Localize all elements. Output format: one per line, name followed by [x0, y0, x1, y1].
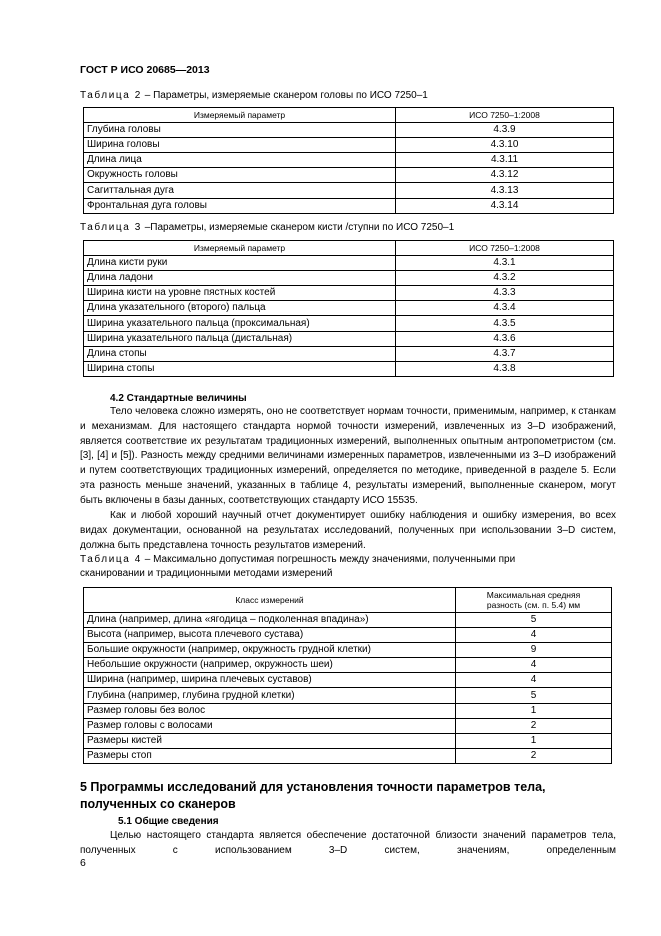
table-cell-value: 1	[456, 703, 612, 718]
table2-col-header-parameter: Измеряемый параметр	[84, 108, 396, 123]
table-cell-value: 4.3.14	[396, 198, 614, 213]
table3-col-header-parameter: Измеряемый параметр	[84, 241, 396, 256]
table-row	[84, 748, 612, 763]
table3-caption	[80, 222, 454, 233]
table2	[83, 107, 614, 214]
table-cell-value: 4.3.10	[396, 138, 614, 153]
table-row	[84, 688, 612, 703]
table-row	[84, 301, 614, 316]
table4-col-header-max-diff	[456, 588, 612, 613]
table-cell-value: 4	[456, 673, 612, 688]
table-row	[84, 331, 614, 346]
table-cell-parameter: Небольшие окружности (например, окружность шеи)	[84, 658, 456, 673]
table-cell-value: 4	[456, 628, 612, 643]
table-cell-parameter: Размеры кистей	[84, 733, 456, 748]
table-row	[84, 703, 612, 718]
table-cell-parameter: Длина указательного (второго) пальца	[84, 301, 396, 316]
table4-header-row	[84, 588, 612, 613]
table-cell-value: 4.3.9	[396, 123, 614, 138]
table-cell-parameter: Размер головы с волосами	[84, 718, 456, 733]
table-cell-parameter: Размер головы без волос	[84, 703, 456, 718]
table-row	[84, 153, 614, 168]
table-cell-value: 4.3.7	[396, 346, 614, 361]
table-cell-value: 2	[456, 718, 612, 733]
table-cell-parameter: Длина стопы	[84, 346, 396, 361]
table-cell-value: 4	[456, 658, 612, 673]
table4-body	[84, 613, 612, 764]
table-cell-parameter: Фронтальная дуга головы	[84, 198, 396, 213]
table-cell-parameter: Ширина указательного пальца (дистальная)	[84, 331, 396, 346]
section-4-2-heading: 4.2 Стандартные величины	[110, 393, 247, 404]
table2-caption	[80, 90, 428, 101]
table-row	[84, 183, 614, 198]
table-row	[84, 286, 614, 301]
section-5-1-paragraph: Целью настоящего стандарта является обеспечение достаточной близости значений параметров тела, полученных с использованием 3–D систем, значениям, определенным	[80, 830, 616, 856]
table3-caption-text: –Параметры, измеряемые сканером кисти /ступни по ИСО 7250–1	[141, 222, 455, 233]
table-cell-value: 4.3.5	[396, 316, 614, 331]
table-row	[84, 198, 614, 213]
section-5-heading: 5 Программы исследований для установления точности параметров тела, полученных со сканеров	[80, 780, 546, 811]
table-row	[84, 168, 614, 183]
table-cell-value: 4.3.8	[396, 361, 614, 376]
table-cell-parameter: Длина лица	[84, 153, 396, 168]
table-row	[84, 138, 614, 153]
table-cell-value: 4.3.13	[396, 183, 614, 198]
section-4-2-paragraph-1: Тело человека сложно измерять, оно не соответствует нормам точности, применимым, например, к станкам и механизмам. Для настоящего стандарта нормой точности измерений, извлеченных из 3–D изображений, является соответствие их результатам традиционных измерений, выполненных опытным антропометристом (см.[3], [4] и [5]). Разность между средними величинами измеренных параметров, извлеченными из 3–D изображений и путем соответствующих традиционных измерений, определяется по методике, приведенной в разделе 5. Если эта разность меньше значений, указанных в таблице 4, результаты измерений, выполненные сканером, могут быть включены в базы данных, соответствующих стандарту ИСО 15535.	[80, 406, 616, 506]
table-cell-value: 9	[456, 643, 612, 658]
table-cell-value: 4.3.6	[396, 331, 614, 346]
table-cell-parameter: Размеры стоп	[84, 748, 456, 763]
table-cell-value: 4.3.3	[396, 286, 614, 301]
table-cell-parameter: Длина кисти руки	[84, 256, 396, 271]
table-cell-parameter: Ширина указательного пальца (проксимальная)	[84, 316, 396, 331]
table-cell-value: 4.3.4	[396, 301, 614, 316]
table-row	[84, 256, 614, 271]
table-cell-parameter: Глубина (например, глубина грудной клетки)	[84, 688, 456, 703]
table3-header-row	[84, 241, 614, 256]
table-cell-value: 5	[456, 688, 612, 703]
table3-caption-label: Таблица 3	[80, 222, 142, 233]
table-cell-parameter: Глубина головы	[84, 123, 396, 138]
table-cell-value: 4.3.2	[396, 271, 614, 286]
table-cell-value: 2	[456, 748, 612, 763]
table2-header-row	[84, 108, 614, 123]
table3-col-header-iso: ИСО 7250–1:2008	[396, 241, 614, 256]
table3-body	[84, 256, 614, 377]
table2-col-header-iso: ИСО 7250–1:2008	[396, 108, 614, 123]
table2-caption-text: – Параметры, измеряемые сканером головы по ИСО 7250–1	[141, 90, 428, 101]
table-row	[84, 643, 612, 658]
table-row	[84, 361, 614, 376]
table4-caption-label: Таблица 4	[80, 554, 142, 565]
table-row	[84, 346, 614, 361]
table-cell-parameter: Длина (например, длина «ягодица – подколенная впадина»)	[84, 613, 456, 628]
table-cell-value: 1	[456, 733, 612, 748]
page-number: 6	[80, 857, 86, 869]
table-cell-parameter: Ширина (например, ширина плечевых суставов)	[84, 673, 456, 688]
section-4-2-paragraph-2: Как и любой хороший научный отчет документирует ошибку наблюдения и ошибку измерения, во всех видах документации, основанной на результатах исследований, полученных при использовании 3–D систем, должна быть представлена точность результатов измерений.	[80, 510, 616, 551]
table-row	[84, 613, 612, 628]
table4-caption	[80, 554, 515, 565]
table-cell-parameter: Большие окружности (например, окружность грудной клетки)	[84, 643, 456, 658]
table-cell-parameter: Длина ладони	[84, 271, 396, 286]
table-row	[84, 123, 614, 138]
table-cell-parameter: Ширина головы	[84, 138, 396, 153]
table-row	[84, 628, 612, 643]
document-header: ГОСТ Р ИСО 20685—2013	[80, 64, 210, 76]
table4-caption-line2: сканировании и традиционными методами измерений	[80, 568, 333, 579]
table4	[83, 587, 612, 764]
table2-body	[84, 123, 614, 214]
table-row	[84, 658, 612, 673]
table-cell-parameter: Высота (например, высота плечевого сустава)	[84, 628, 456, 643]
table-row	[84, 673, 612, 688]
table-cell-value: 4.3.12	[396, 168, 614, 183]
table-cell-parameter: Ширина стопы	[84, 361, 396, 376]
table4-caption-text: – Максимально допустимая погрешность между значениями, полученными при	[141, 554, 516, 565]
table2-caption-label: Таблица 2	[80, 90, 142, 101]
table-row	[84, 718, 612, 733]
section-5-1-heading: 5.1 Общие сведения	[118, 816, 219, 827]
table-cell-parameter: Сагиттальная дуга	[84, 183, 396, 198]
table-row	[84, 316, 614, 331]
table-row	[84, 271, 614, 286]
table-cell-parameter: Окружность головы	[84, 168, 396, 183]
table3	[83, 240, 614, 377]
table-row	[84, 733, 612, 748]
table4-col-header-class: Класс измерений	[84, 588, 456, 613]
table-cell-value: 5	[456, 613, 612, 628]
table4-col-header-max-diff-line1: Максимальная средняя	[486, 590, 581, 600]
table4-col-header-max-diff-line2: разность (см. п. 5.4) мм	[486, 600, 581, 610]
table-cell-value: 4.3.1	[396, 256, 614, 271]
table-cell-parameter: Ширина кисти на уровне пястных костей	[84, 286, 396, 301]
table-cell-value: 4.3.11	[396, 153, 614, 168]
